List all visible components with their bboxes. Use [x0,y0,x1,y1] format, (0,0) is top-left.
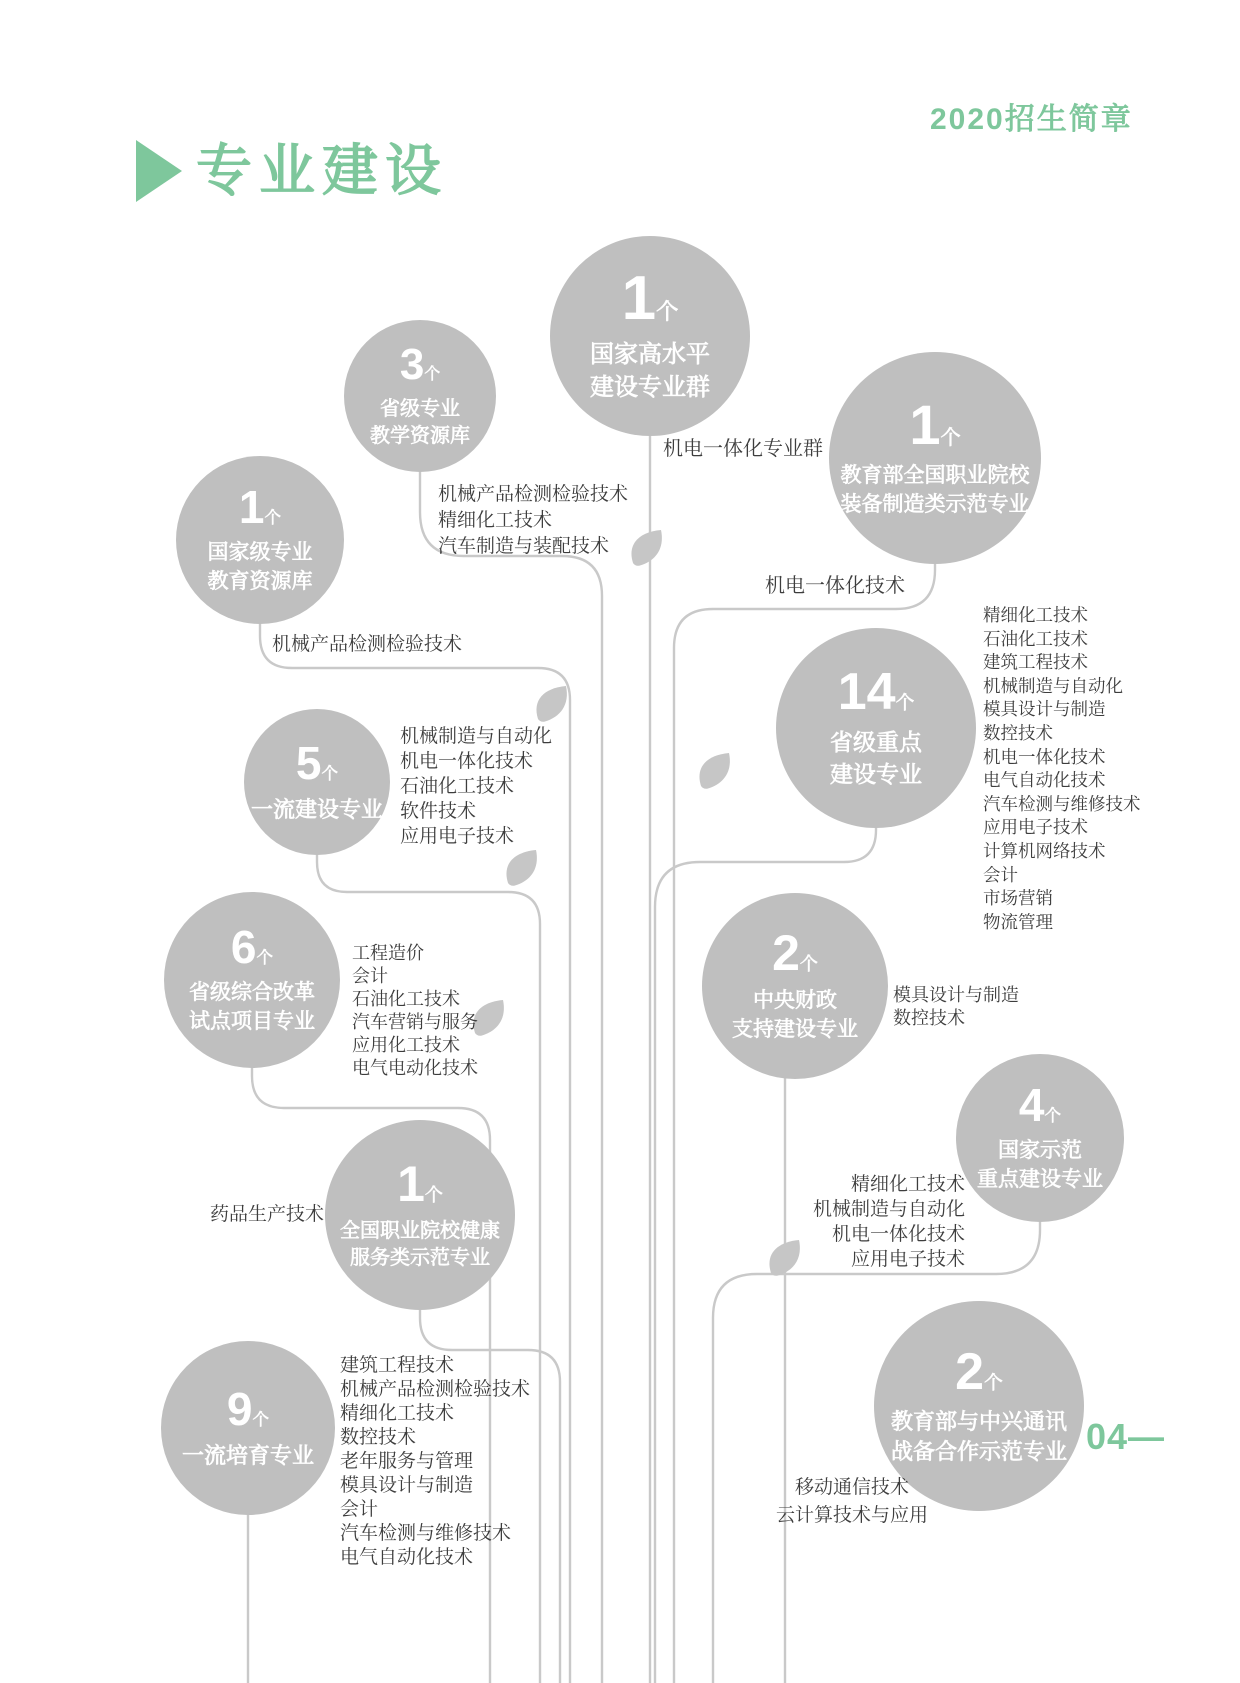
major-item: 汽车制造与装配技术 [438,536,610,557]
circle-label-line: 教育部全国职业院校 [840,464,1030,488]
major-item: 模具设计与制造 [340,1475,474,1496]
major-item: 汽车检测与维修技术 [340,1523,512,1544]
major-list-high-level-group [663,436,823,462]
circle-label-line: 一流建设专业 [250,796,383,822]
circle-label-line: 试点项目专业 [189,1009,315,1033]
major-list-moe-zte [762,1474,942,1530]
major-item: 机械制造与自动化 [812,1199,965,1220]
circle-label [208,539,313,596]
circle-label-line: 教育资源库 [207,569,313,593]
major-item: 机电一体化技术 [765,575,905,597]
major-item: 会计 [352,966,388,986]
major-item: 物流管理 [983,911,1053,932]
stat-circle-national-demo-key-majors [956,1054,1124,1222]
count-value: 1个 [621,264,679,334]
stat-circle-first-class-construction-majors [244,709,390,855]
count-unit: 个 [656,299,679,325]
major-item: 电气自动化技术 [983,770,1106,791]
page-number: 04— [1086,1416,1166,1457]
count-unit: 个 [424,1184,443,1205]
major-item: 精细化工技术 [438,510,553,531]
circle-label-line: 重点建设专业 [977,1167,1103,1191]
major-item: 精细化工技术 [850,1174,965,1195]
major-item: 汽车检测与维修技术 [983,793,1141,814]
circle-label-line: 装备制造类示范专业 [840,492,1030,516]
major-item: 精细化工技术 [340,1403,455,1424]
circle-label [189,979,315,1036]
circle-label [251,795,383,825]
major-list-equipment-demo [765,573,905,599]
count-value: 9个 [226,1382,270,1435]
count-unit: 个 [984,1371,1003,1393]
major-item: 移动通信技术 [794,1477,909,1498]
circle-label [830,727,922,789]
major-item: 机电一体化专业群 [663,438,823,460]
circle-label [891,1407,1067,1466]
count-unit: 个 [940,427,961,450]
circle-label-line: 建设专业群 [590,373,710,401]
major-item: 模具设计与制造 [983,699,1106,720]
major-item: 建筑工程技术 [340,1355,455,1376]
stat-circle-health-service-demo-major [325,1120,515,1310]
major-item: 石油化工技术 [352,989,460,1009]
stat-circle-provincial-reform-pilot-majors [164,892,340,1068]
major-item: 机械制造与自动化 [400,726,553,747]
major-item: 石油化工技术 [400,776,515,797]
major-item: 建筑工程技术 [983,652,1088,673]
major-item: 电气自动化技术 [340,1547,474,1568]
major-item: 机械制造与自动化 [983,675,1123,696]
circle-label-line: 国家高水平 [590,341,710,369]
major-item: 机械产品检测检验技术 [340,1379,531,1400]
page-header: 2020招生简章 [930,103,1133,136]
stat-circle-national-high-level-group [550,236,750,436]
leaf-icon [473,1000,503,1036]
count-value: 2个 [955,1342,1003,1401]
major-list-central-finance [893,984,1019,1030]
major-item: 电气电动化技术 [352,1058,478,1078]
major-item: 数控技术 [340,1427,417,1448]
major-item: 石油化工技术 [983,628,1088,649]
major-list-national-demo [770,1172,965,1272]
count-value: 4个 [1018,1079,1062,1132]
major-item: 软件技术 [400,801,477,822]
section-title: 专业建设 [196,139,448,202]
major-item: 机电一体化技术 [983,746,1106,767]
major-item: 应用电子技术 [983,817,1088,838]
count-value: 3个 [399,339,441,389]
count-value: 14个 [837,663,915,722]
circle-label-line: 教学资源库 [370,424,470,447]
circle-label [370,396,470,450]
circle-label-line: 教育部与中兴通讯 [890,1408,1067,1434]
circle-label [841,462,1030,519]
leaf-icon [699,753,729,789]
count-unit: 个 [1044,1106,1062,1126]
major-item: 会计 [983,864,1018,885]
circle-label-line: 建设专业 [830,760,922,787]
major-item: 数控技术 [893,1008,965,1028]
major-item: 应用化工技术 [352,1035,460,1055]
count-value: 5个 [295,736,339,789]
major-item: 应用电子技术 [400,826,515,847]
count-value: 6个 [230,921,274,974]
count-unit: 个 [252,1409,270,1429]
leaf-icon [536,686,566,722]
count-unit: 个 [264,508,282,528]
count-unit: 个 [424,365,441,383]
circle-label-line: 一流培育专业 [181,1442,314,1468]
count-value: 1个 [909,393,961,457]
major-list-education-resource-lib [272,632,462,657]
leaf-icon [506,850,536,886]
stat-circle-moe-equipment-demo-major [829,352,1041,564]
count-value: 2个 [772,925,818,982]
major-item: 老年服务与管理 [340,1451,474,1472]
major-item: 会计 [340,1499,379,1520]
major-item: 云计算技术与应用 [775,1505,928,1526]
circle-label-line: 战备合作示范专业 [890,1438,1067,1464]
circle-label-line: 中央财政 [753,989,837,1013]
circle-label-line: 省级专业 [380,397,460,420]
major-item: 精细化工技术 [983,605,1088,625]
circle-label-line: 服务类示范专业 [350,1246,490,1269]
circle-label [182,1441,314,1471]
major-list-teaching-resource-lib [438,482,628,560]
count-unit: 个 [895,692,915,714]
stat-circle-first-class-cultivation-majors [161,1341,335,1515]
major-item: 机械产品检测检验技术 [438,484,629,505]
count-value: 1个 [238,481,282,534]
circle-label-line: 国家示范 [998,1139,1082,1163]
circle-label [732,987,858,1044]
major-item: 计算机网络技术 [983,840,1106,861]
circle-label-line: 全国职业院校健康 [340,1219,500,1242]
circle-label-line: 省级综合改革 [189,981,315,1005]
major-item: 市场营销 [983,888,1053,909]
circle-label-line: 省级重点 [830,729,922,756]
stat-circle-provincial-teaching-resource-lib [344,320,496,472]
major-item: 模具设计与制造 [893,985,1019,1005]
circle-label [590,339,710,404]
major-item: 机械产品检测检验技术 [272,634,463,655]
leaf-icon [631,530,661,566]
count-unit: 个 [256,948,274,968]
count-value: 1个 [397,1155,443,1212]
circle-label [340,1218,500,1272]
major-item: 药品生产技术 [210,1204,325,1225]
major-item: 汽车营销与服务 [352,1012,478,1032]
major-list-first-class-construction [400,724,552,849]
circle-label [977,1137,1103,1194]
major-list-first-class-cultivation [340,1354,530,1570]
major-item: 工程造价 [352,943,424,963]
major-list-health-service [210,1202,324,1227]
circle-label-line: 国家级专业 [207,541,313,565]
circle-label-line: 支持建设专业 [732,1017,858,1041]
major-list-reform-pilot [352,942,478,1080]
stat-circle-provincial-key-majors [776,628,976,828]
count-unit: 个 [321,763,339,783]
count-unit: 个 [799,954,818,975]
major-item: 应用电子技术 [850,1249,965,1270]
major-item: 数控技术 [983,722,1053,743]
major-item: 机电一体化技术 [400,751,534,772]
stat-circle-central-finance-supported-majors [702,893,888,1079]
stat-circle-national-education-resource-lib [176,456,344,624]
major-item: 机电一体化技术 [831,1224,965,1245]
major-list-provincial-key [983,604,1141,934]
